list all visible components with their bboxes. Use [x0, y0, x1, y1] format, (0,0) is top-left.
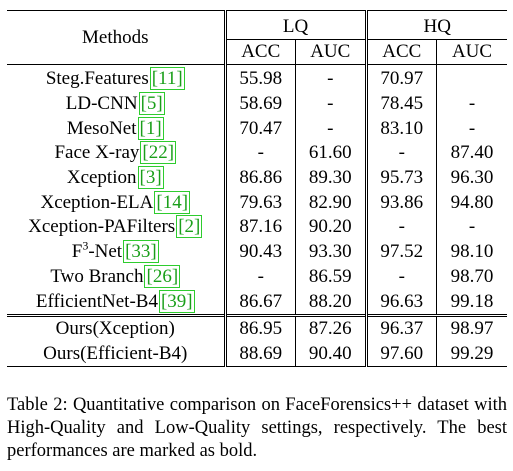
hq-auc-header: AUC: [437, 40, 508, 65]
hq-acc-cell: 97.52: [366, 240, 437, 265]
lq-auc-cell: 88.20: [296, 289, 367, 315]
hq-auc-cell: 87.40: [437, 141, 508, 166]
table-row: [7, 92, 507, 117]
lq-acc-cell: 58.69: [225, 92, 296, 117]
hq-acc-cell: -: [366, 215, 437, 240]
table-row: [7, 215, 507, 240]
lq-auc-cell: -: [296, 65, 367, 92]
hq-acc-cell: 83.10: [366, 116, 437, 141]
hq-auc-cell: -: [437, 215, 508, 240]
hq-acc-cell: 95.73: [366, 166, 437, 191]
lq-acc-cell: 79.63: [225, 190, 296, 215]
hq-auc-cell: 99.29: [437, 342, 508, 367]
method-name: EfficientNet-B4 [39]: [35, 290, 193, 312]
lq-auc-cell: 90.20: [296, 215, 367, 240]
table-row-ours: [7, 315, 507, 341]
lq-acc-cell: 87.16: [225, 215, 296, 240]
table-row: [7, 141, 507, 166]
table-row-ours: [7, 342, 507, 367]
hq-auc-cell: 94.80: [437, 190, 508, 215]
lq-auc-cell: 90.40: [296, 342, 367, 367]
lq-acc-header: ACC: [225, 40, 296, 65]
hq-group-header: HQ: [366, 11, 507, 40]
method-name: $F^3$-Net [33]: [71, 238, 157, 263]
lq-auc-cell: 86.59: [296, 265, 367, 290]
hq-acc-cell: 70.97: [366, 65, 437, 92]
results-table: [7, 10, 507, 367]
method-name: Xception-PAFilters [2]: [28, 216, 201, 238]
lq-auc-header: AUC: [296, 40, 367, 65]
hq-auc-cell: 98.97: [437, 315, 508, 341]
method-name: Face X-ray [22]: [54, 142, 175, 164]
method-name: Two Branch [26]: [50, 265, 179, 287]
lq-auc-cell: 87.26: [296, 315, 367, 341]
table-row: [7, 190, 507, 215]
hq-auc-cell: 98.70: [437, 265, 508, 290]
lq-acc-cell: 86.67: [225, 289, 296, 315]
hq-acc-cell: 97.60: [366, 342, 437, 367]
header-row-groups: [7, 11, 507, 40]
table-row: [7, 240, 507, 265]
hq-auc-cell: [437, 65, 508, 92]
lq-auc-cell: -: [296, 92, 367, 117]
lq-acc-cell: 86.95: [225, 315, 296, 341]
method-name: LD-CNN [5]: [65, 93, 163, 115]
hq-auc-cell: 99.18: [437, 289, 508, 315]
table-row: [7, 166, 507, 191]
method-name: Steg.Features [11]: [45, 68, 183, 90]
lq-auc-cell: 61.60: [296, 141, 367, 166]
lq-acc-cell: 86.86: [225, 166, 296, 191]
hq-auc-cell: 98.10: [437, 240, 508, 265]
method-name: Ours(Efficient-B4): [7, 342, 225, 367]
lq-acc-cell: -: [225, 265, 296, 290]
hq-auc-cell: -: [437, 116, 508, 141]
hq-auc-cell: -: [437, 92, 508, 117]
table-row: [7, 116, 507, 141]
hq-acc-cell: -: [366, 141, 437, 166]
lq-auc-cell: 93.30: [296, 240, 367, 265]
lq-auc-cell: 89.30: [296, 166, 367, 191]
lq-acc-cell: -: [225, 141, 296, 166]
table-caption: Table 2: Quantitative comparison on FaceForensics++ dataset with High-Quality and Low-Quality settings, respectively. The best performances are marked as bold.: [7, 395, 507, 461]
method-name: Xception [3]: [66, 167, 162, 189]
hq-acc-cell: 96.37: [366, 315, 437, 341]
lq-auc-cell: 82.90: [296, 190, 367, 215]
table-row: [7, 265, 507, 290]
lq-acc-cell: 88.69: [225, 342, 296, 367]
hq-acc-cell: 93.86: [366, 190, 437, 215]
table-row: [7, 289, 507, 315]
hq-auc-cell: 96.30: [437, 166, 508, 191]
method-name: Ours(Xception): [7, 315, 225, 341]
table-row: [7, 65, 507, 92]
lq-auc-cell: -: [296, 116, 367, 141]
hq-acc-header: ACC: [366, 40, 437, 65]
lq-acc-cell: 70.47: [225, 116, 296, 141]
method-name: Xception-ELA [14]: [40, 191, 189, 213]
hq-acc-cell: 78.45: [366, 92, 437, 117]
lq-acc-cell: 90.43: [225, 240, 296, 265]
hq-acc-cell: -: [366, 265, 437, 290]
hq-acc-cell: 96.63: [366, 289, 437, 315]
lq-acc-cell: 55.98: [225, 65, 296, 92]
methods-header: Methods: [7, 11, 225, 65]
lq-group-header: LQ: [225, 11, 366, 40]
method-name: MesoNet [1]: [66, 117, 162, 139]
